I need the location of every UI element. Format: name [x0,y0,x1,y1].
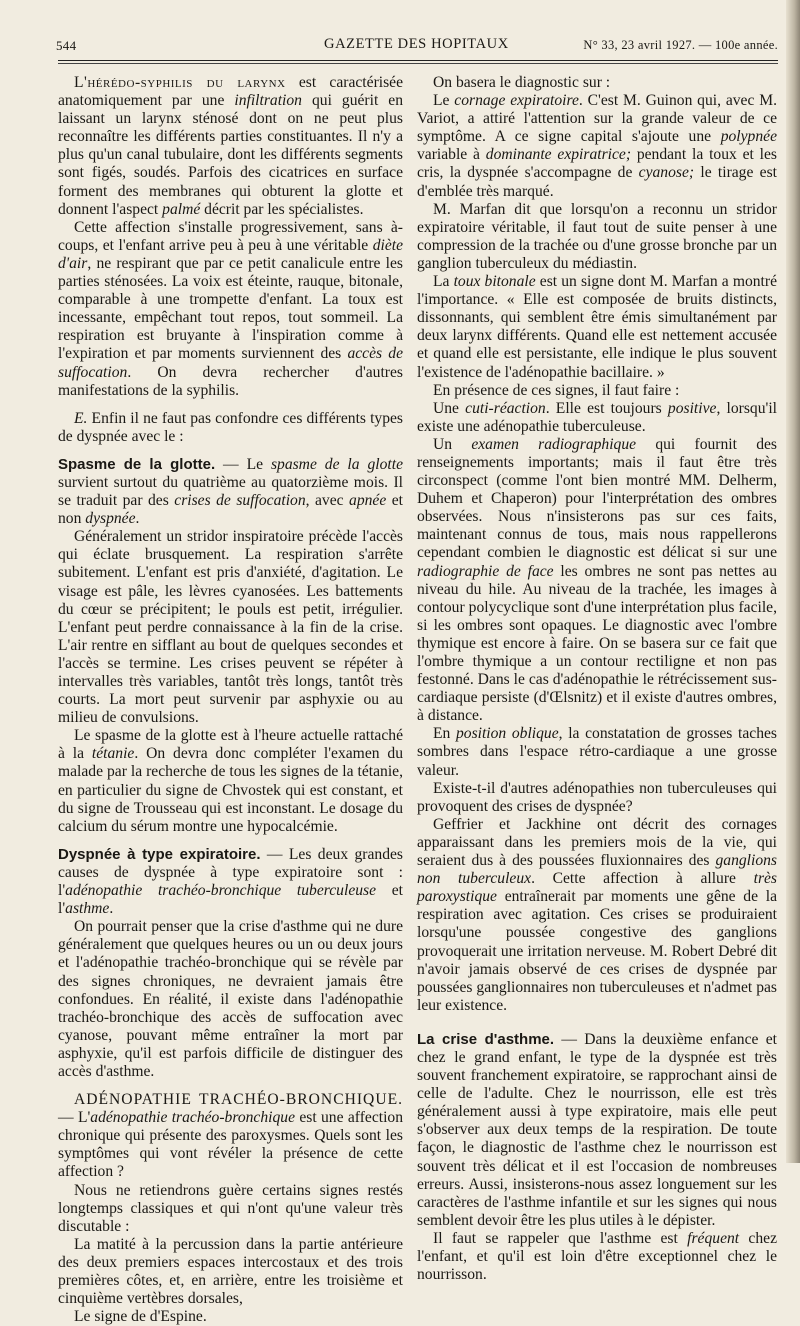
paragraph: Existe-t-il d'autres adénopathies non tuberculeuses qui provoquent des crises de dyspnée? [417,779,777,815]
paragraph: L'hérédo-syphilis du larynx est caractérisée anatomiquement par une infiltration qui guérit en laissant un larynx sténosé dont on ne peut plus reconnaître les différents parties constituantes. Il n'y a plus qu'un canal tubulaire, dont les différents segments sont figés, soudés. Parfois des cicatrices en surface forment des membranes qui obturent la glotte et donnent l'aspect palmé décrit par les spécialistes. [58,74,404,218]
paragraph: En position oblique, la constatation de grosses taches sombres dans l'espace rétro-cardiaque a une grosse valeur. [417,725,777,779]
journal-title: GAZETTE DES HOPITAUX [324,36,509,52]
paragraph: Nous ne retiendrons guère certains signes restés longtemps classiques et qui n'ont qu'une valeur très discutable : [58,1181,403,1235]
paragraph: Un examen radiographique qui fournit des renseignements importants; mais il faut être très circonspect (comme l'ont bien montré MM. Delherm, Duhem et Chaperon) pour l'interprétation des ombres observées. Nous n'insisterons pas sur ces faits, maintenant connus de tous, mais nous rappellerons cependant combien le diagnostic est délicat si sur une radiographie de face les ombres ne sont pas nettes au niveau du hile. Au niveau de la trachée, les images à contour polycyclique sont d'une interprétation plus facile, si les ombres sont opaques. Le diagnostic avec l'ombre thymique est encore à faire. On se basera sur ce fait que l'ombre thymique a un contour rectiligne et non pas festonné. Dans le cas d'adénopathie le rétrécissement sus-cardiaque persiste (d'Œlsnitz) et il existe d'autres ombres, à distance. [417,435,777,725]
header-rule-thick [58,60,778,61]
section-heading: Spasme de la glotte. [58,455,216,473]
section-heading: ADÉNOPATHIE TRACHÉO-BRONCHIQUE. [74,1091,403,1109]
paragraph: On basera le diagnostic sur : [433,74,611,91]
issue-info: N° 33, 23 avril 1927. — 100e année. [583,38,778,52]
page-number: 544 [56,38,77,53]
paragraph: Le cornage expiratoire. C'est M. Guinon qui, avec M. Variot, a attiré l'attention sur la grande valeur de ce symptôme. A ce signe capital s'ajoute une polypnée variable à dominante expiratrice; pendant la toux et les cris, la dyspnée s'accompagne de cyanose; le tirage est d'emblée très marqué. [417,92,777,200]
paragraph: Une cuti-réaction. Elle est toujours positive, lorsqu'il existe une adénopathie tuberculeuse. [417,399,777,435]
page-header [56,34,778,58]
paragraph-adenopathie: ADÉNOPATHIE TRACHÉO-BRONCHIQUE. — L'adénopathie trachéo-bronchique est une affection chronique qui présente des paroxysmes. Quels sont les symptômes qui vont révéler la présence de cette affection ? [58,1091,403,1181]
paragraph: Il faut se rappeler que l'asthme est fréquent chez l'enfant, et qu'il est loin d'être exceptionnel chez le nourrisson. [417,1229,777,1284]
paragraph: Généralement un stridor inspiratoire précède l'accès qui éclate brusquement. La respiration s'arrête subitement. L'enfant est pris d'anxiété, d'agitation. Le visage est pâle, les lèvres cyanosées. Les battements du cœur se précipitent; le pouls est petit, irrégulier. L'enfant peut perdre connaissance à la fin de la crise. L'air rentre en sifflant au bout de quelques secondes et l'accès se termine. Les crises peuvent se répéter à intervalles très variables, tantôt très longs, tantôt très courts. La mort peut survenir par asphyxie ou au milieu de convulsions. [58,528,403,727]
paragraph: Le signe de d'Espine. [74,1308,207,1326]
right-column: On basera le diagnostic sur : Le cornage expiratoire. C'est M. Guinon qui, avec M. Variot, a attiré l'attention sur la grande valeur de ce symptôme. A ce signe capital s'ajoute une polypnée variable à dominante expiratrice; pendant la toux et les cris, la dyspnée s'accompagne de cyanose; le tirage est d'emblée très marqué. M. Marfan dit que lorsqu'on a reconnu un stridor expiratoire véritable, il faut tout de suite penser à une compression de la trachée ou d'une grosse bronche par un ganglion tuberculeux du médiastin. La toux bitonale est un signe dont M. Marfan a montré l'importance. « Elle est composée de bruits distincts, dissonnants, qui semblent être émis simultanément par deux larynx différents. Quand elle est nettement accusée et quand elle est persistante, elle indique le plus souvent l'existence de l'adénopathie bacillaire. » En présence de ces signes, il faut faire : Une cuti-réaction. Elle est toujours positive, lorsqu'il existe une adénopathie tuberculeuse. Un examen radiographique qui fournit des renseignements importants; mais il faut être très circonspect (comme l'ont bien montré MM. Delherm, Duhem et Chaperon) pour l'interprétation des ombres observées. Nous n'insisterons pas sur ces faits, maintenant connus de tous, mais nous rappellerons cependant combien le diagnostic est délicat si sur une radiographie de face les ombres ne sont pas nettes au niveau du hile. Au niveau de la trachée, les images à contour polycyclique sont d'une interprétation plus facile, si les ombres sont opaques. Le diagnostic avec l'ombre thymique est encore à faire. On se basera sur ce fait que l'ombre thymique a un contour rectiligne et non pas festonné. Dans le cas d'adénopathie le rétrécissement sus-cardiaque persiste (d'Œlsnitz) et il existe d'autres ombres, à distance. En position oblique, la constatation de grosses taches sombres dans l'espace rétro-cardiaque a une grosse valeur. Existe-t-il d'autres adénopathies non tuberculeuses qui provoquent des crises de dyspnée? Geffrier et Jackhine ont décrit des cornages apparaissant dans les premiers mois de la vie, qui seraient dus à des poussées fluxionnaires des ganglions non tuberculeux. Cette affection à allure très paroxystique entraînerait par moments une gêne de la respiration avec agitation. Ces crises se produiraient lorsqu'une poussée congestive des ganglions provoquerait une irritation nerveuse. M. Robert Debré dit n'avoir jamais observé de ces crises de dyspnée par poussées ganglionnaires non tuberculeuses et n'admet pas leur existence. La crise d'asthme. — Dans la deuxième enfance et chez le grand enfant, le type de la dyspnée est très souvent franchement expiratoire, se rapprochant ainsi de celle de l'adulte. Chez le nourrisson, elle est très généralement aussi à type expiratoire, mais elle peut s'observer aux deux temps de la respiration. De toute façon, le diagnostic de l'asthme chez le nourrisson est souvent très délicat et il est l'occasion de nombreuses erreurs. Aussi, insisterons-nous assez longuement sur les caractères de l'asthme infantile et sur les signes qui nous semblent devoir être les plus utiles à le dépister. Il faut se rappeler que l'asthme est fréquent chez l'enfant, et qu'il est loin d'être exceptionnel chez le nourrisson. [417,74,777,1284]
paragraph: M. Marfan dit que lorsqu'on a reconnu un stridor expiratoire véritable, il faut tout de suite penser à une compression de la trachée ou d'une grosse bronche par un ganglion tuberculeux du médiastin. [417,200,777,272]
header-rule-thin [58,63,778,64]
left-column: L'hérédo-syphilis du larynx est caractérisée anatomiquement par une infiltration qui guérit en laissant un larynx sténosé dont on ne peut plus reconnaître les différents parties constituantes. Il n'y a plus qu'un canal tubulaire, dont les différents segments sont figés, soudés. Parfois des cicatrices en surface forment des membranes qui obturent la glotte et donnent l'aspect palmé décrit par les spécialistes. Cette affection s'installe progressivement, sans à-coups, et l'enfant arrive peu à peu à une véritable diète d'air, ne respirant que par ce petit canalicule entre les parties sténosées. La voix est éteinte, rauque, bitonale, comparable à une trompette d'enfant. La toux est incessante, empêchant tout repos, tout sommeil. La respiration est bruyante à l'inspiration comme à l'expiration et par moments surviennent des accès de suffocation. On devra rechercher d'autres manifestations de la syphilis. E. Enfin il ne faut pas confondre ces différents types de dyspnée avec le : Spasme de la glotte. — Le spasme de la glotte survient surtout du quatrième au quatorzième mois. Il se traduit par des crises de suffocation, avec apnée et non dyspnée. Généralement un stridor inspiratoire précède l'accès qui éclate brusquement. La respiration s'arrête subitement. L'enfant est pris d'anxiété, d'agitation. Le visage est pâle, les lèvres cyanosées. Les battements du cœur se précipitent; le pouls est petit, irrégulier. L'enfant peut perdre connaissance à la fin de la crise. L'air rentre en sifflant au bout de quelques secondes et l'accès se termine. Les crises peuvent se répéter à intervalles très variables, tantôt très longs, tantôt très courts. La mort peut survenir par asphyxie ou au milieu de convulsions. Le spasme de la glotte est à l'heure actuelle rattaché à la tétanie. On devra donc compléter l'examen du malade par la recherche de tous les signes de la tétanie, en particulier du signe de Chvostek qui est constant, et du signe de Trousseau qui est inconstant. Le dosage du calcium du sérum montre une hypocalcémie. Dyspnée à type expiratoire. — Les deux grandes causes de dyspnée à type expiratoire sont : l'adénopathie trachéo-bronchique tuberculeuse et l'asthme. On pourrait penser que la crise d'asthme qui ne dure généralement que quelques heures ou un ou deux jours et l'adénopathie trachéo-bronchique qui se révèle par des signes chroniques, ne devraient jamais être confondues. En réalité, il existe dans l'adénopathie trachéo-bronchique des accès de suffocation avec cyanose, pouvant même entraîner la mort par asphyxie, qu'il est parfois difficile de distinguer des accès d'asthme. ADÉNOPATHIE TRACHÉO-BRONCHIQUE. — L'adénopathie trachéo-bronchique est une affection chronique qui présente des paroxysmes. Quels sont les symptômes qui vont révéler la présence de cette affection ? Nous ne retiendrons guère certains signes restés longtemps classiques et qui n'ont qu'une valeur très discutable : La matité à la percussion dans la partie antérieure des deux premiers espaces intercostaux et des trois premières côtes, et, en arrière, entre les troisième et cinquième vertèbres dorsales, Le signe de d'Espine. [58,74,404,1326]
paragraph: Geffrier et Jackhine ont décrit des cornages apparaissant dans les premiers mois de la vie, qui seraient dus à des poussées fluxionnaires des ganglions non tuberculeux. Cette affection à allure très paroxystique entraînerait par moments une gêne de la respiration avec agitation. Ces crises se produiraient lorsqu'une poussée congestive des ganglions provoquerait une irritation nerveuse. M. Robert Debré dit n'avoir jamais observé de ces crises de dyspnée par poussées ganglionnaires non tuberculeuses et n'admet pas leur existence. [417,815,777,1014]
page-edge-shadow [786,0,800,1163]
paragraph: On pourrait penser que la crise d'asthme qui ne dure généralement que quelques heures ou un ou deux jours et l'adénopathie trachéo-bronchique qui se révèle par des signes chroniques, ne devraient jamais être confondues. En réalité, il existe dans l'adénopathie trachéo-bronchique des accès de suffocation avec cyanose, pouvant même entraîner la mort par asphyxie, qu'il est parfois difficile de distinguer des accès d'asthme. [58,918,403,1080]
section-heading: Dyspnée à type expiratoire. [58,845,261,863]
section-heading: La crise d'asthme. [417,1030,555,1048]
paragraph: La matité à la percussion dans la partie antérieure des deux premiers espaces intercostaux et des trois premières côtes, et, en arrière, entre les troisième et cinquième vertèbres dorsales, [58,1235,403,1308]
paragraph: En présence de ces signes, il faut faire : [433,381,680,399]
paragraph: La toux bitonale est un signe dont M. Marfan a montré l'importance. « Elle est composée de bruits distincts, dissonnants, qui semblent être émis simultanément par deux larynx différents. Quand elle est nettement accusée et quand elle est persistante, elle indique le plus souvent l'existence de l'adénopathie bacillaire. » [417,273,777,381]
paragraph: Cette affection s'installe progressivement, sans à-coups, et l'enfant arrive peu à peu à une véritable diète d'air, ne respirant que par ce petit canalicule entre les parties sténosées. La voix est éteinte, rauque, bitonale, comparable à une trompette d'enfant. La toux est incessante, empêchant tout repos, tout sommeil. La respiration est bruyante à l'inspiration comme à l'expiration et par moments surviennent des accès de suffocation. On devra rechercher d'autres manifestations de la syphilis. [58,218,404,399]
paragraph: E. Enfin il ne faut pas confondre ces différents types de dyspnée avec le : [58,409,403,445]
paragraph: Le spasme de la glotte est à l'heure actuelle rattaché à la tétanie. On devra donc compléter l'examen du malade par la recherche de tous les signes de la tétanie, en particulier du signe de Chvostek qui est constant, et du signe de Trousseau qui est inconstant. Le dosage du calcium du sérum montre une hypocalcémie. [58,727,403,835]
